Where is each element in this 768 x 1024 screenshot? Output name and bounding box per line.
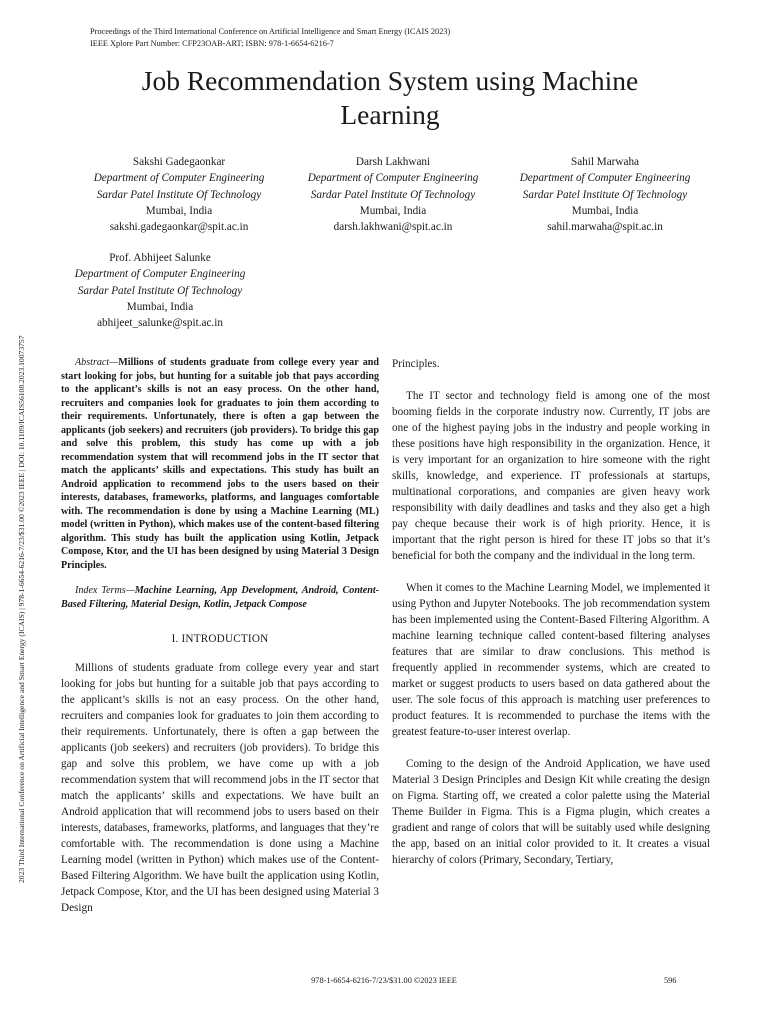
paragraph-it-sector: The IT sector and technology field is among one of the most booming fields in the corporate industry now. Currently, IT jobs are one of the highest paying jobs in the industry and people working in these positions have high responsibility in the organization. Hence, it is very important for an organization to hire someone with the right skills, knowledge, and experience. IT professionals at startups, multinational corporations, and companies are given heavy work responsibility with daily deadlines and tasks and they also get a high pay cheque because their work is of high priority. Hence, it is important that the right person is hired for these IT jobs so that it’s beneficial for both the company and the individual in the long term. — [392, 390, 710, 562]
paragraph-ml-model: When it comes to the Machine Learning Model, we implemented it using Python and Jupyter Notebooks. The job recommendation system has been implemented using the Content-Based Filtering Algorithm. A machine learning technique called content-based filtering analyses features that are similar to draw conclusions. This method is frequently applied in recommender systems, which are created to market or suggest products to users based on data gathered about the user. The sole focus of this approach is matching user preferences to product features. It is recommended to purchase the items with the greatest feature-to-user interest overlap. — [392, 582, 710, 738]
footer-copyright: 978-1-6654-6216-7/23/$31.00 ©2023 IEEE — [311, 976, 457, 985]
left-column — [61, 356, 379, 916]
author-email: sakshi.gadegaonkar@spit.ac.in — [109, 221, 249, 234]
author-city: Mumbai, India — [145, 204, 213, 217]
paper-title — [40, 64, 740, 132]
header-proceedings: Proceedings of the Third International Conference on Artificial Intelligence and Smart Energy (ICAIS 2023) — [90, 27, 451, 36]
author-email: darsh.lakhwani@spit.ac.in — [333, 221, 453, 234]
author-block-4 — [45, 250, 275, 331]
abstract-label: Abstract— — [75, 357, 119, 368]
author-block-1 — [64, 154, 294, 235]
index-terms-label: Index Terms— — [75, 585, 135, 596]
author-city: Mumbai, India — [359, 204, 427, 217]
author-institute: Sardar Patel Institute Of Technology — [77, 284, 243, 297]
index-terms — [61, 584, 379, 611]
author-institute: Sardar Patel Institute Of Technology — [522, 188, 688, 201]
paragraph-app-design: Coming to the design of the Android Application, we have used Material 3 Design Principles and Design Kit while creating the design on Figma. Starting off, we created a color palette using the Material Theme Builder in Figma. This is a Figma plugin, which creates a gradient and range of colors that will be suitably used while designing the app, based on an initial color provided to it. It creates a visual hierarchy of colors (Primary, Secondary, Tertiary, — [392, 758, 710, 866]
sidebar-citation: 2023 Third International Conference on Artificial Intelligence and Smart Energy (ICAIS) | 978-1-6654-6216-7/23/$31.00 ©2023 IEEE | DOI: 10.1109/ICAIS56108.2023.10073757 — [17, 335, 26, 883]
author-block-3 — [490, 154, 720, 235]
author-name: Prof. Abhijeet Salunke — [109, 252, 211, 264]
author-institute: Sardar Patel Institute Of Technology — [310, 188, 476, 201]
header-isbn: IEEE Xplore Part Number: CFP23OAB-ART; ISBN: 978-1-6654-6216-7 — [90, 39, 334, 48]
paragraph-continuation: Principles. — [392, 358, 440, 370]
author-department: Department of Computer Engineering — [307, 172, 479, 185]
paper-title-line1: Job Recommendation System using Machine — [141, 65, 639, 96]
author-name: Sahil Marwaha — [570, 156, 640, 168]
index-terms-text: Machine Learning, App Development, Android, Content-Based Filtering, Material Design, Kotlin, Jetpack Compose — [61, 585, 379, 610]
intro-paragraph: Millions of students graduate from college every year and start looking for jobs but hunting for a suitable job that pays according to the applicant’s skills is not an easy process. On the other hand, recruiters and companies look for graduates to join them according to their requirements. Unfortunately, there is often a gap between the applicants (job seekers) and recruiters (job providers). To bridge this gap and solve this problem, we have come up with a job recommendation system that will recommend jobs in the IT sector that match the applicants’ skills and expectations. We have built an Android application that will recommend jobs to users based on their interests, databases, frameworks, platforms, and languages that they’re comfortable with. The recommendation is done using a Machine Learning model (written in Python) which makes use of the Content-Based Filtering Algorithm. We have built the application using Kotlin, Jetpack Compose, Ktor, and the UI has been designed using Material 3 Design — [61, 662, 379, 914]
abstract-text: Millions of students graduate from college every year and start looking for jobs, but hunting for a suitable job that pays according to the applicant’s skills is not an easy process. On the other hand, recruiters and companies look for graduates to join them according to their requirements. Unfortunately, there is often a gap between the applicants (job seekers) and recruiters (job providers). To bridge this gap and solve this problem, this study has come up with a job recommendation system that will recommend jobs in the IT sector that match the applicants’ skills and expectations. This study has built an Android application to recommend jobs to the users based on their interests, databases, frameworks, platforms, and languages comfortable with. The recommendation is done by using a Machine Learning (ML) model (written in Python), which makes use of the content-based filtering algorithm. This study has built the application using Kotlin, Jetpack Compose, Ktor, and the UI has been designed by using Material 3 Design Principles. — [61, 357, 379, 571]
author-city: Mumbai, India — [126, 300, 194, 313]
author-institute: Sardar Patel Institute Of Technology — [96, 188, 262, 201]
right-column — [392, 356, 710, 868]
section-heading-introduction: I. INTRODUCTION — [171, 633, 269, 645]
author-department: Department of Computer Engineering — [74, 268, 246, 281]
abstract — [61, 356, 379, 572]
author-name: Darsh Lakhwani — [355, 156, 431, 168]
author-city: Mumbai, India — [571, 204, 639, 217]
footer-page-number: 596 — [664, 976, 677, 985]
author-department: Department of Computer Engineering — [93, 172, 265, 185]
author-block-2 — [278, 154, 508, 235]
author-name: Sakshi Gadegaonkar — [132, 156, 226, 168]
author-email: sahil.marwaha@spit.ac.in — [547, 221, 663, 234]
paper-title-line2: Learning — [340, 99, 440, 130]
author-email: abhijeet_salunke@spit.ac.in — [97, 317, 223, 330]
author-department: Department of Computer Engineering — [519, 172, 691, 185]
